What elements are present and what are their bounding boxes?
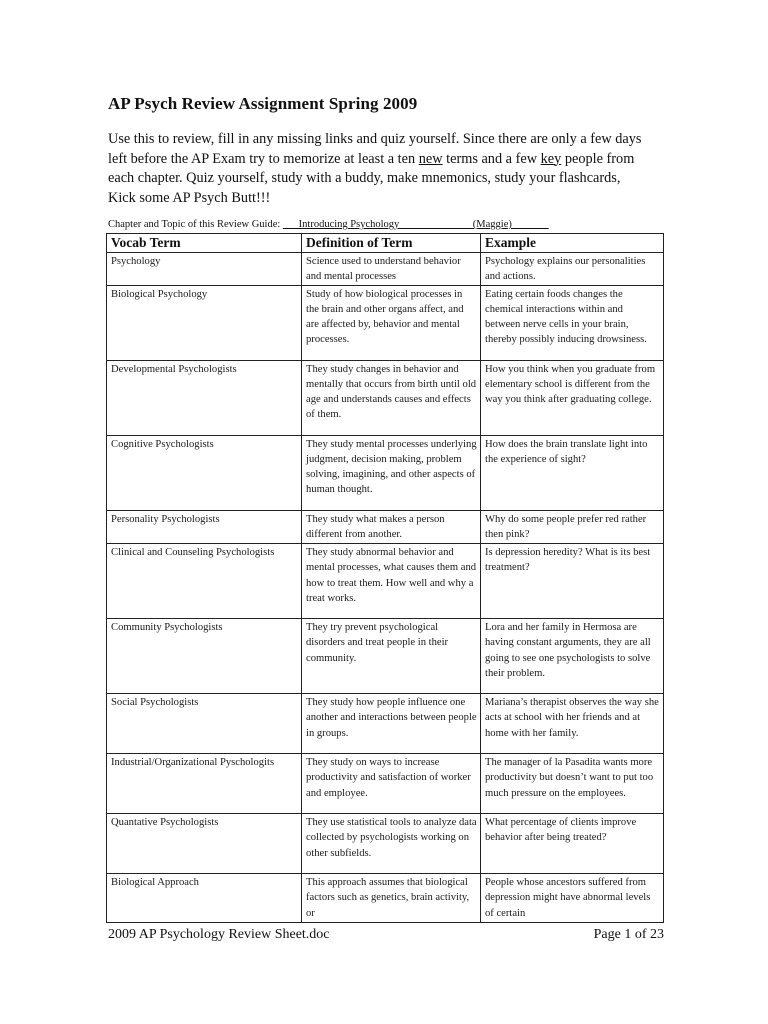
cell-example: Psychology explains our personalities and actions. bbox=[481, 253, 664, 286]
intro-text-2: terms and a few bbox=[442, 150, 541, 167]
header-example: Example bbox=[481, 234, 664, 253]
cell-definition: Science used to understand behavior and mental processes bbox=[302, 253, 481, 286]
table-row bbox=[107, 619, 664, 694]
cell-definition: They study how people influence one another and interactions between people in groups. bbox=[302, 694, 481, 754]
cell-term: Community Psychologists bbox=[107, 619, 302, 694]
guide-label: Chapter and Topic of this Review Guide: bbox=[108, 219, 283, 230]
cell-definition: They use statistical tools to analyze data collected by psychologists working on other subfields. bbox=[302, 814, 481, 874]
cell-term: Clinical and Counseling Psychologists bbox=[107, 544, 302, 619]
review-guide-line bbox=[108, 219, 549, 230]
cell-term: Psychology bbox=[107, 253, 302, 286]
header-vocab-term: Vocab Term bbox=[107, 234, 302, 253]
table-row bbox=[107, 286, 664, 361]
intro-paragraph bbox=[108, 130, 648, 208]
cell-term: Industrial/Organizational Pyschologits bbox=[107, 754, 302, 814]
cell-definition: Study of how biological processes in the brain and other organs affect, and are affected by, behavior and mental processes. bbox=[302, 286, 481, 361]
cell-example: What percentage of clients improve behavior after being treated? bbox=[481, 814, 664, 874]
guide-value: ___Introducing Psychology______________(Maggie)_______ bbox=[282, 219, 549, 230]
cell-definition: They study what makes a person different from another. bbox=[302, 511, 481, 544]
cell-definition: This approach assumes that biological factors such as genetics, brain activity, or bbox=[302, 874, 481, 922]
table-row bbox=[107, 874, 664, 922]
page-title: AP Psych Review Assignment Spring 2009 bbox=[108, 94, 418, 113]
table-header-row bbox=[107, 234, 664, 253]
cell-example: Lora and her family in Hermosa are having constant arguments, they are all going to see one psychologists to solve their problem. bbox=[481, 619, 664, 694]
cell-definition: They study on ways to increase productivity and satisfaction of worker and employee. bbox=[302, 754, 481, 814]
intro-text-1: Use this to review, fill in any missing links and quiz yourself. Since there are only a few days left before the AP Exam try to memorize at least a ten bbox=[108, 131, 642, 167]
cell-definition: They study changes in behavior and mentally that occurs from birth until old age and understands causes and effects of them. bbox=[302, 361, 481, 436]
cell-example: The manager of la Pasadita wants more productivity but doesn’t want to put too much pressure on the employees. bbox=[481, 754, 664, 814]
intro-underline-key: key bbox=[540, 150, 562, 167]
cell-term: Quantative Psychologists bbox=[107, 814, 302, 874]
cell-example: Why do some people prefer red rather then pink? bbox=[481, 511, 664, 544]
cell-definition: They try prevent psychological disorders and treat people in their community. bbox=[302, 619, 481, 694]
table-row bbox=[107, 694, 664, 754]
table-row bbox=[107, 511, 664, 544]
cell-example: Is depression heredity? What is its best treatment? bbox=[481, 544, 664, 619]
intro-underline-new: new bbox=[418, 150, 443, 167]
cell-example: How does the brain translate light into the experience of sight? bbox=[481, 436, 664, 511]
cell-term: Social Psychologists bbox=[107, 694, 302, 754]
cell-example: Eating certain foods changes the chemical interactions within and between nerve cells in your brain, thereby possibly inducing drowsiness. bbox=[481, 286, 664, 361]
cell-term: Biological Approach bbox=[107, 874, 302, 922]
cell-term: Developmental Psychologists bbox=[107, 361, 302, 436]
cell-term: Personality Psychologists bbox=[107, 511, 302, 544]
intro-text-3: people from each chapter. Quiz yourself, study with a buddy, make mnemonics, study your flashcards, Kick some AP Psych Butt!!! bbox=[108, 150, 635, 206]
cell-term: Cognitive Psychologists bbox=[107, 436, 302, 511]
table-row bbox=[107, 253, 664, 286]
table-row bbox=[107, 436, 664, 511]
table-row bbox=[107, 754, 664, 814]
vocab-table bbox=[106, 233, 664, 923]
table-row bbox=[107, 814, 664, 874]
cell-term: Biological Psychology bbox=[107, 286, 302, 361]
table-row bbox=[107, 361, 664, 436]
cell-definition: They study abnormal behavior and mental processes, what causes them and how to treat them. How well and why a treat works. bbox=[302, 544, 481, 619]
header-definition: Definition of Term bbox=[302, 234, 481, 253]
cell-example: People whose ancestors suffered from depression might have abnormal levels of certain bbox=[481, 874, 664, 922]
footer-filename: 2009 AP Psychology Review Sheet.doc bbox=[108, 927, 330, 942]
table-row bbox=[107, 544, 664, 619]
cell-example: How you think when you graduate from elementary school is different from the way you think after graduating college. bbox=[481, 361, 664, 436]
cell-definition: They study mental processes underlying judgment, decision making, problem solving, imagining, and other aspects of human thought. bbox=[302, 436, 481, 511]
footer-page-number: Page 1 of 23 bbox=[593, 927, 664, 942]
cell-example: Mariana’s therapist observes the way she acts at school with her friends and at home with her family. bbox=[481, 694, 664, 754]
